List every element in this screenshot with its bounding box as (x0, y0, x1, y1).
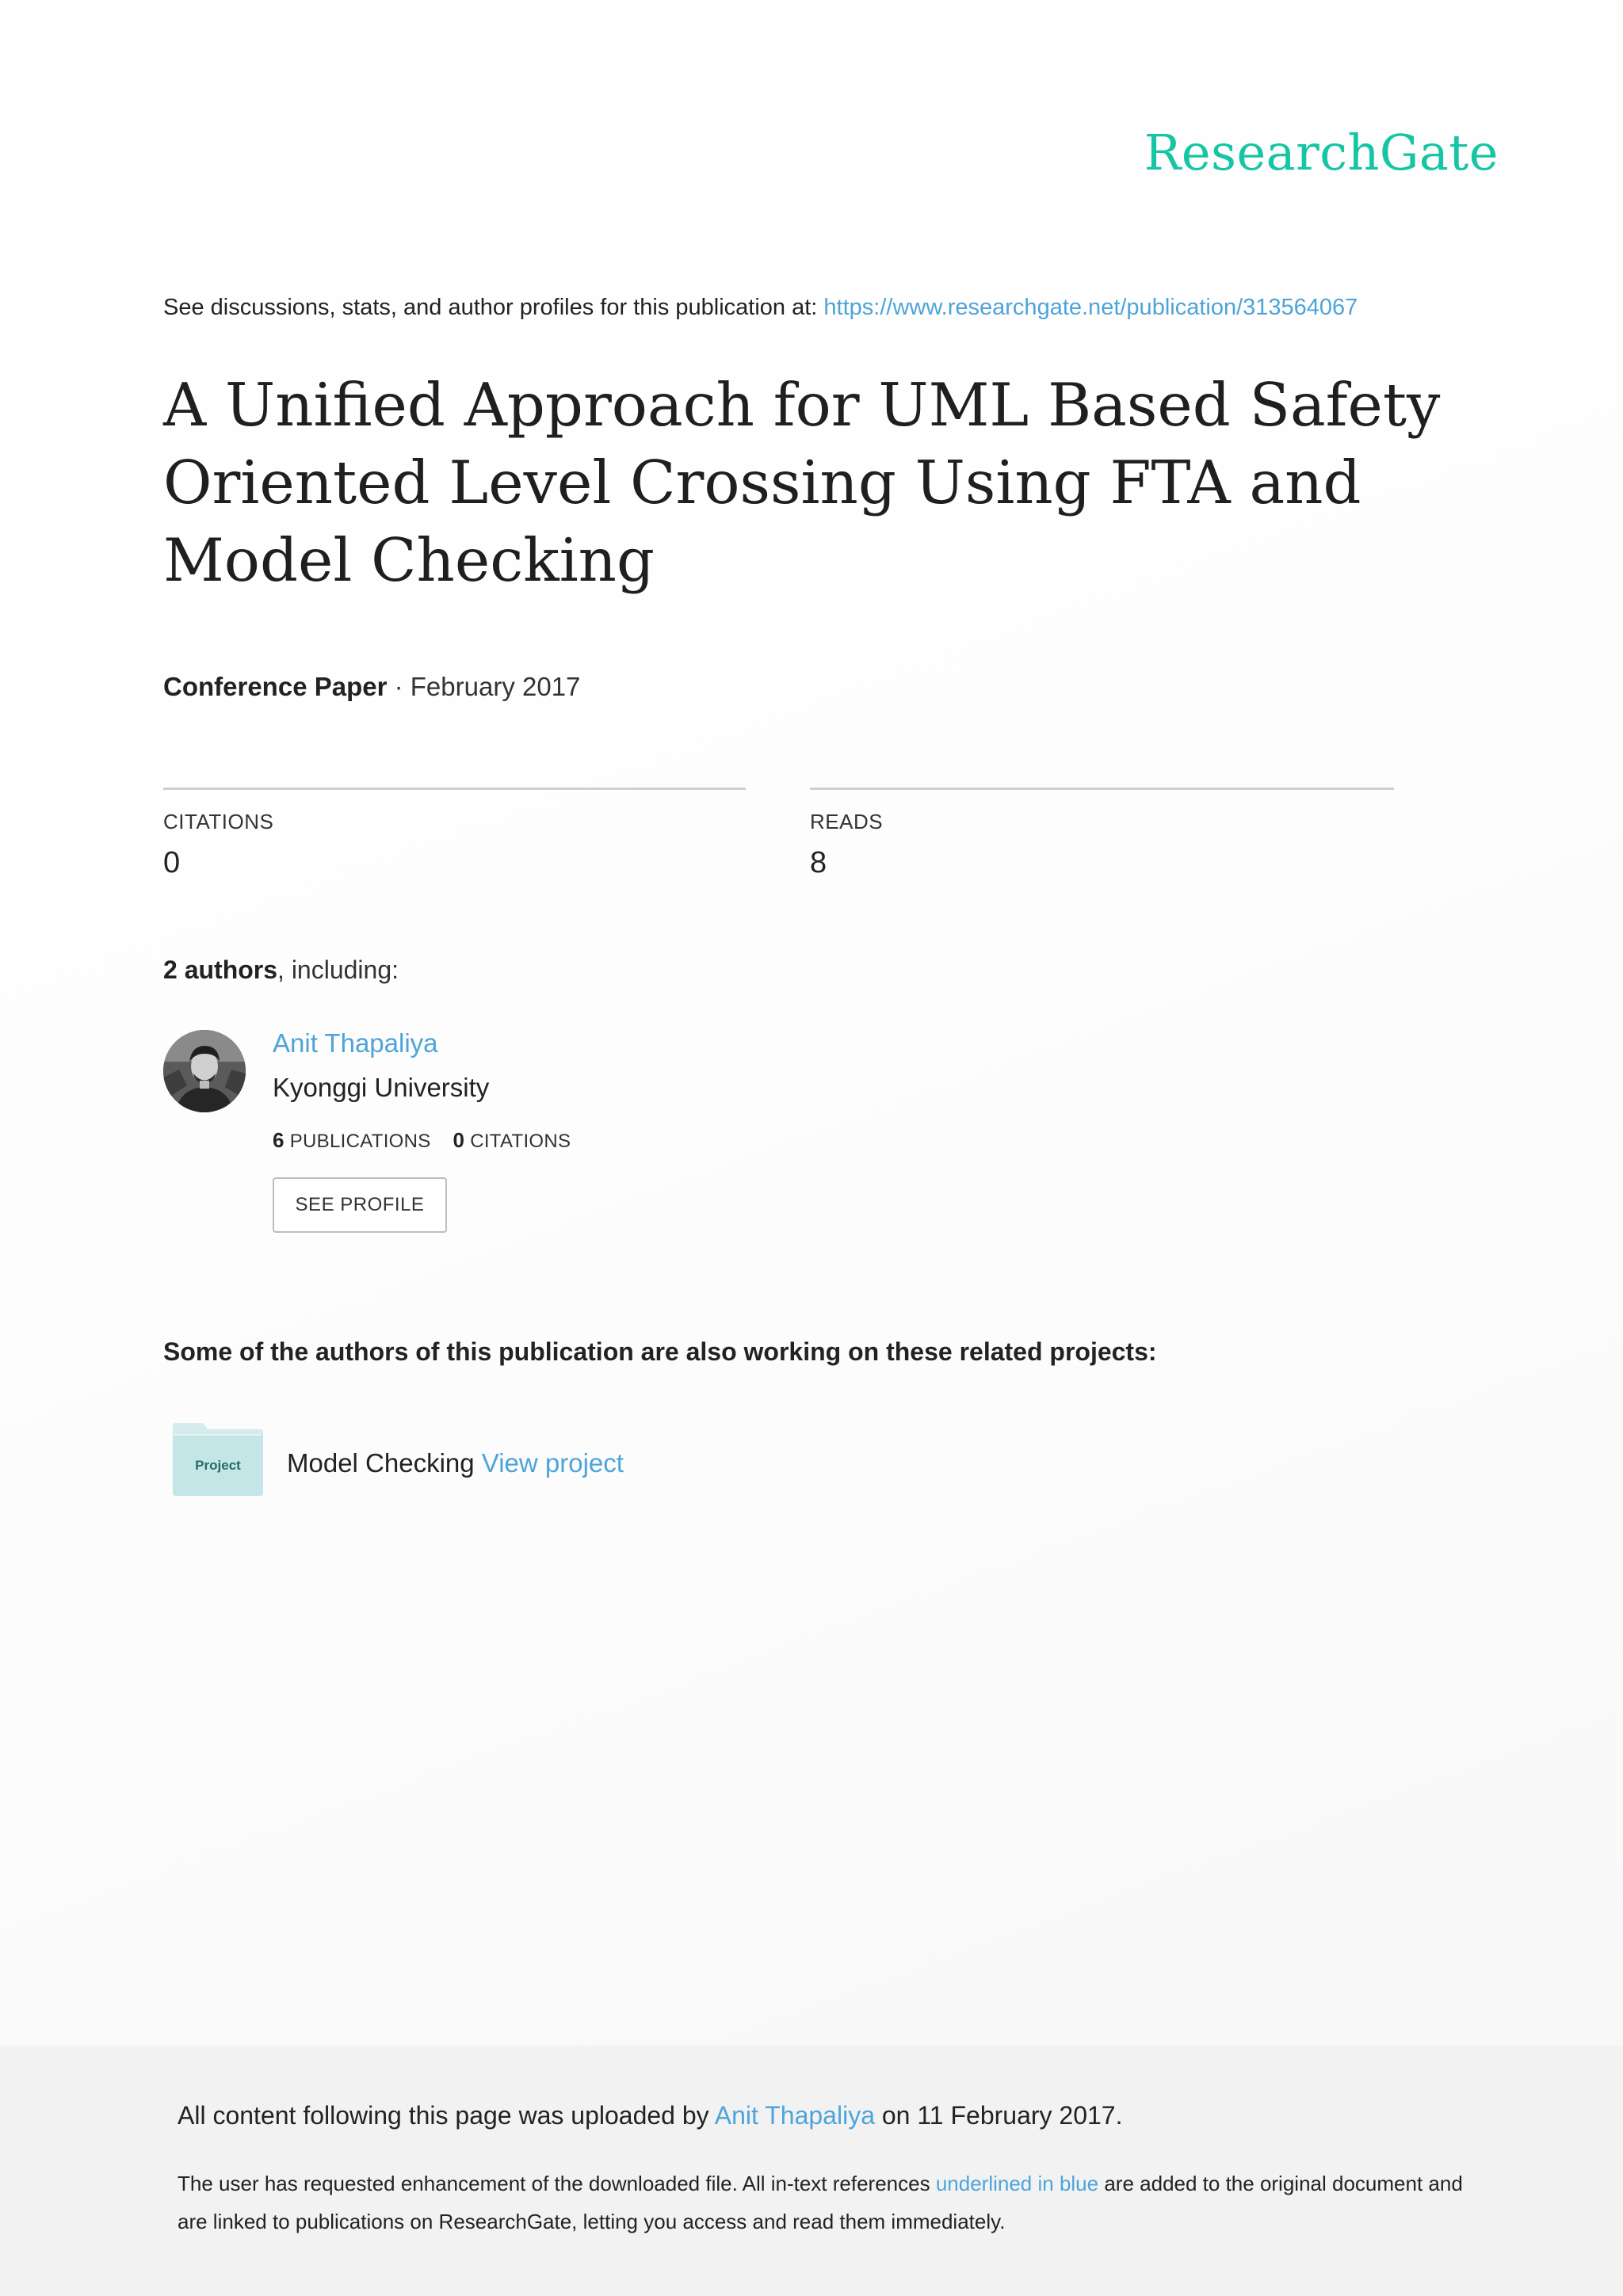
reads-value: 8 (810, 846, 827, 879)
citations-value: 0 (163, 846, 181, 879)
publication-meta (163, 672, 580, 702)
citations-divider (163, 788, 746, 790)
publication-date: February 2017 (410, 672, 581, 701)
researchgate-logo[interactable]: ResearchGate (1144, 124, 1499, 181)
upload-footer (0, 2046, 1623, 2296)
project-item (287, 1448, 624, 1478)
publication-url-link[interactable]: https://www.researchgate.net/publication/313564067 (823, 295, 1358, 320)
related-projects-heading: Some of the authors of this publication are also working on these related projects: (163, 1337, 1157, 1366)
publication-type: Conference Paper (163, 672, 388, 701)
author-publications-count: 6 (273, 1128, 285, 1152)
note-suffix: are added to the original document and are linked to publications on ResearchGate, letting you access and read them immediately. (178, 2172, 1463, 2233)
author-avatar[interactable] (163, 1030, 246, 1112)
upload-prefix: All content following this page was uploaded by (178, 2101, 709, 2130)
author-stats (273, 1128, 571, 1153)
publication-title: A Unified Approach for UML Based Safety Oriented Level Crossing Using FTA and Model Checking (163, 370, 1441, 595)
uploader-link[interactable]: Anit Thapaliya (714, 2101, 875, 2130)
author-institution: Kyonggi University (273, 1073, 490, 1102)
view-project-link[interactable]: View project (481, 1448, 624, 1478)
author-citations-label: CITATIONS (470, 1131, 571, 1152)
author-publications-label: PUBLICATIONS (289, 1131, 431, 1152)
project-icon-label: Project (195, 1458, 241, 1473)
author-name-link[interactable]: Anit Thapaliya (273, 1028, 438, 1058)
note-prefix: The user has requested enhancement of the downloaded file. All in-text references (178, 2172, 930, 2195)
authors-count: 2 authors (163, 955, 278, 984)
upload-suffix: on 11 February 2017. (881, 2101, 1123, 2130)
underlined-blue-link[interactable]: underlined in blue (935, 2172, 1099, 2195)
authors-suffix: , including: (277, 955, 399, 984)
author-citations-count: 0 (453, 1128, 465, 1152)
project-name: Model Checking (287, 1448, 475, 1478)
see-profile-button[interactable]: SEE PROFILE (273, 1177, 447, 1233)
meta-separator: · (387, 672, 411, 701)
authors-heading (163, 955, 399, 985)
reads-label: READS (810, 810, 884, 833)
source-line (163, 295, 1358, 321)
project-folder-icon[interactable] (173, 1423, 263, 1496)
enhancement-note (178, 2164, 1493, 2241)
person-photo-icon (163, 1030, 246, 1112)
reads-divider (810, 788, 1394, 790)
upload-info (178, 2101, 1122, 2130)
source-prefix: See discussions, stats, and author profiles for this publication at: (163, 295, 818, 320)
citations-label: CITATIONS (163, 810, 274, 833)
